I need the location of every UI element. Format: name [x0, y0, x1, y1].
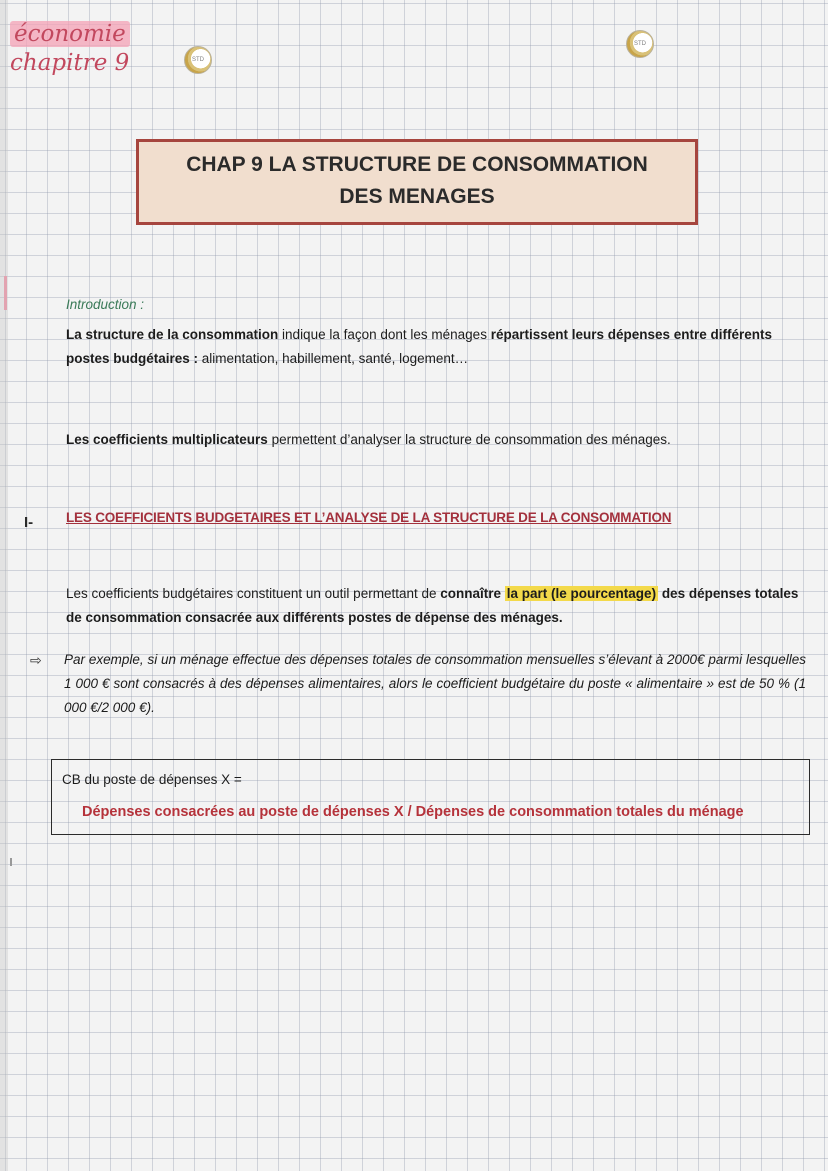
handwritten-note — [10, 20, 130, 78]
formula-label: CB du poste de dépenses X = — [62, 772, 242, 787]
introduction-label: Introduction : — [66, 297, 145, 312]
section-number: I- — [24, 514, 34, 531]
bold-term: répartissent leurs dépenses entre différents postes budgétaires : — [66, 327, 773, 366]
intro-paragraph — [66, 323, 804, 371]
bold-term: La structure de la consommation — [66, 327, 279, 342]
sticker-label: STD — [192, 57, 204, 63]
bold-term: connaître — [440, 586, 502, 601]
page-edge-shadow — [0, 0, 8, 1171]
round-sticker-icon — [626, 30, 654, 58]
text-span: indique la façon dont les ménages — [278, 327, 491, 342]
highlighted-term: la part (le pourcentage) — [506, 586, 657, 601]
formula-box — [51, 759, 810, 835]
bold-term: des dépenses totales de consommation consacrée aux différents postes de dépense des ménages. — [66, 586, 799, 625]
formula-text: Dépenses consacrées au poste de dépenses X / Dépenses de consommation totales du ménage — [82, 804, 744, 820]
section-heading: LES COEFFICIENTS BUDGETAIRES ET L’ANALYSE DE LA STRUCTURE DE LA CONSOMMATION — [66, 510, 672, 525]
chapter-title-line2: DES MENAGES — [339, 185, 495, 208]
handwritten-line-chapitre: chapitre 9 — [10, 50, 130, 76]
text-span: alimentation, habillement, santé, logement… — [198, 351, 469, 366]
handwritten-line-economie: économie — [10, 21, 130, 47]
margin-highlight-mark — [4, 276, 7, 310]
text-span: permettent d’analyser la structure de consommation des ménages. — [267, 432, 671, 447]
pencil-mark — [10, 858, 12, 866]
chapter-title-box — [136, 139, 698, 225]
chapter-title-line1: CHAP 9 LA STRUCTURE DE CONSOMMATION — [186, 153, 648, 176]
bold-term: Les coefficients multiplicateurs — [66, 432, 268, 447]
sticker-label: STD — [634, 41, 646, 47]
text-span: Les coefficients budgétaires constituent un outil permettant de — [66, 586, 441, 601]
example-paragraph: Par exemple, si un ménage effectue des dépenses totales de consommation mensuelles s’élevant à 2000€ parmi lesquelles 1 000 € sont consacrés à des dépenses alimentaires, alors le coefficient budgétaire du poste « alimentaire » est de 50 % (1 000 €/2 000 €). — [64, 652, 806, 715]
definition-paragraph — [66, 582, 804, 630]
arrow-right-icon: ⇨ — [30, 652, 42, 668]
round-sticker-icon — [184, 46, 212, 74]
coefficients-paragraph — [66, 428, 804, 452]
